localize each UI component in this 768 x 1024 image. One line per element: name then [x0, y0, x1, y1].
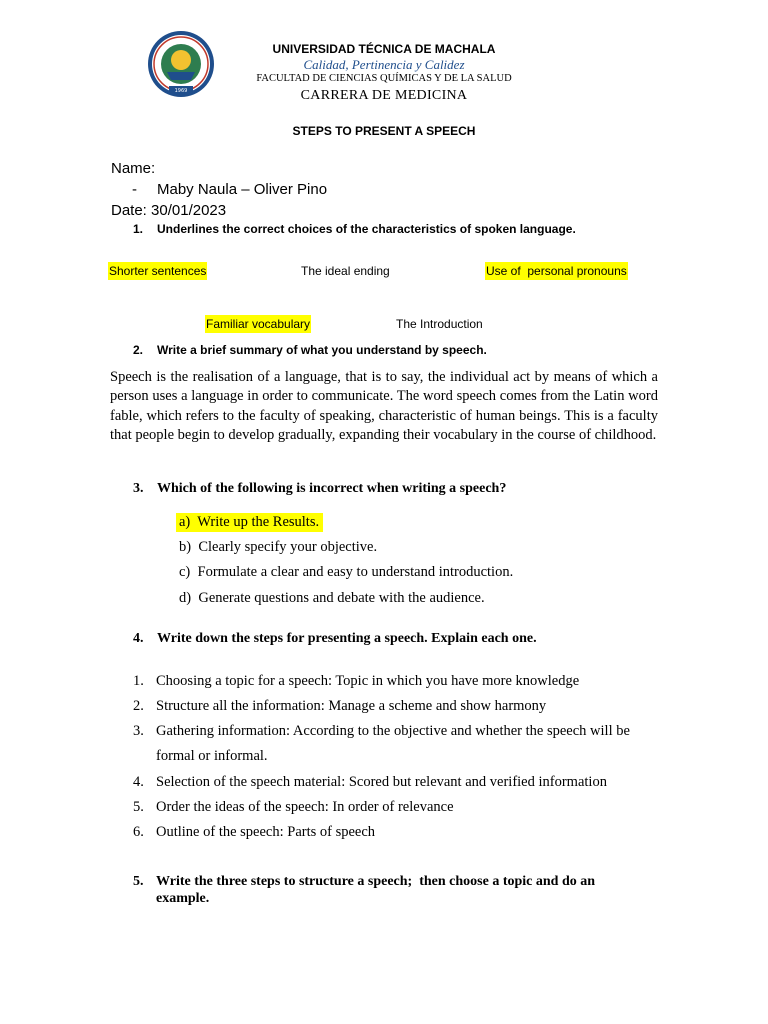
q3-option-a-letter: a) — [179, 514, 191, 530]
q1-number: 1. — [133, 222, 144, 236]
q4-step-4-number: 4. — [133, 774, 144, 790]
q1-option-ideal-ending: The ideal ending — [301, 264, 390, 278]
date-label: Date: — [111, 202, 147, 219]
q4-number: 4. — [133, 631, 144, 646]
q5-number: 5. — [133, 874, 144, 889]
q1-option-familiar-vocabulary: Familiar vocabulary — [206, 317, 311, 331]
q1-option-personal-pronouns: Use of personal pronouns — [486, 264, 627, 278]
q4-step-2-number: 2. — [133, 698, 144, 714]
q4-step-6-text: Outline of the speech: Parts of speech — [156, 824, 376, 840]
q3-option-b — [179, 539, 377, 556]
q4-step-3-continuation: formal or informal. — [156, 748, 268, 764]
student-names: Maby Naula – Oliver Pino — [157, 181, 328, 198]
page-title: STEPS TO PRESENT A SPEECH — [292, 124, 476, 138]
q3-text: Which of the following is incorrect when writing a speech? — [157, 481, 507, 496]
names-dash: - — [132, 181, 137, 198]
q4-text: Write down the steps for presenting a speech. Explain each one. — [157, 631, 537, 646]
q4-step-1-text: Choosing a topic for a speech: Topic in which you have more knowledge — [156, 673, 580, 689]
q3-option-a — [176, 513, 323, 532]
q4-step-6-number: 6. — [133, 824, 144, 840]
q4-step-3-text: Gathering information: According to the objective and whether the speech will be — [156, 723, 630, 739]
q2-text: Write a brief summary of what you understand by speech. — [157, 343, 487, 357]
q3-option-a-text: Write up the Results. — [197, 514, 320, 530]
faculty-name: FACULTAD DE CIENCIAS QUÍMICAS Y DE LA SALUD — [256, 73, 512, 84]
university-name: UNIVERSIDAD TÉCNICA DE MACHALA — [272, 42, 496, 56]
q1-text: Underlines the correct choices of the characteristics of spoken language. — [157, 222, 576, 236]
q3-option-d-text: Generate questions and debate with the audience. — [198, 590, 485, 606]
q4-step-3-number: 3. — [133, 723, 144, 739]
q4-step-5-number: 5. — [133, 799, 144, 815]
q3-option-c-letter: c) — [179, 564, 191, 580]
q1-option-shorter-sentences: Shorter sentences — [109, 264, 207, 278]
q5-text-line-1: Write the three steps to structure a speech; then choose a topic and do an — [156, 874, 596, 889]
q3-option-c — [179, 564, 513, 581]
q4-step-4-text: Selection of the speech material: Scored but relevant and verified information — [156, 774, 607, 790]
university-motto: Calidad, Pertinencia y Calidez — [303, 57, 465, 72]
q2-number: 2. — [133, 343, 144, 357]
q3-option-d-letter: d) — [179, 590, 192, 606]
q2-answer-paragraph: Speech is the realisation of a language, that is to say, the individual act by means of which a person uses a language in order to communicate. The word speech comes from the Latin word fable, which refers to the faculty of speaking, characteristic of human beings. This is a faculty that people begin to develop gradually, expanding their vocabulary in the course of childhood. — [110, 369, 658, 443]
q3-option-b-text: Clearly specify your objective. — [198, 539, 378, 555]
q3-number: 3. — [133, 481, 144, 496]
career-name: CARRERA DE MEDICINA — [300, 88, 468, 103]
q3-option-b-letter: b) — [179, 539, 192, 555]
q3-option-c-text: Formulate a clear and easy to understand introduction. — [197, 564, 514, 580]
logo-year: 1969 — [174, 88, 188, 94]
q4-step-1-number: 1. — [133, 673, 144, 689]
q3-option-d — [179, 590, 485, 607]
q4-step-2-text: Structure all the information: Manage a scheme and show harmony — [156, 698, 547, 714]
date-field — [111, 202, 226, 219]
name-label: Name: — [111, 160, 156, 177]
date-value: 30/01/2023 — [151, 202, 227, 219]
q4-step-5-text: Order the ideas of the speech: In order of relevance — [156, 799, 454, 815]
q1-option-introduction: The Introduction — [396, 317, 483, 331]
q5-text-line-2: example. — [156, 891, 210, 906]
